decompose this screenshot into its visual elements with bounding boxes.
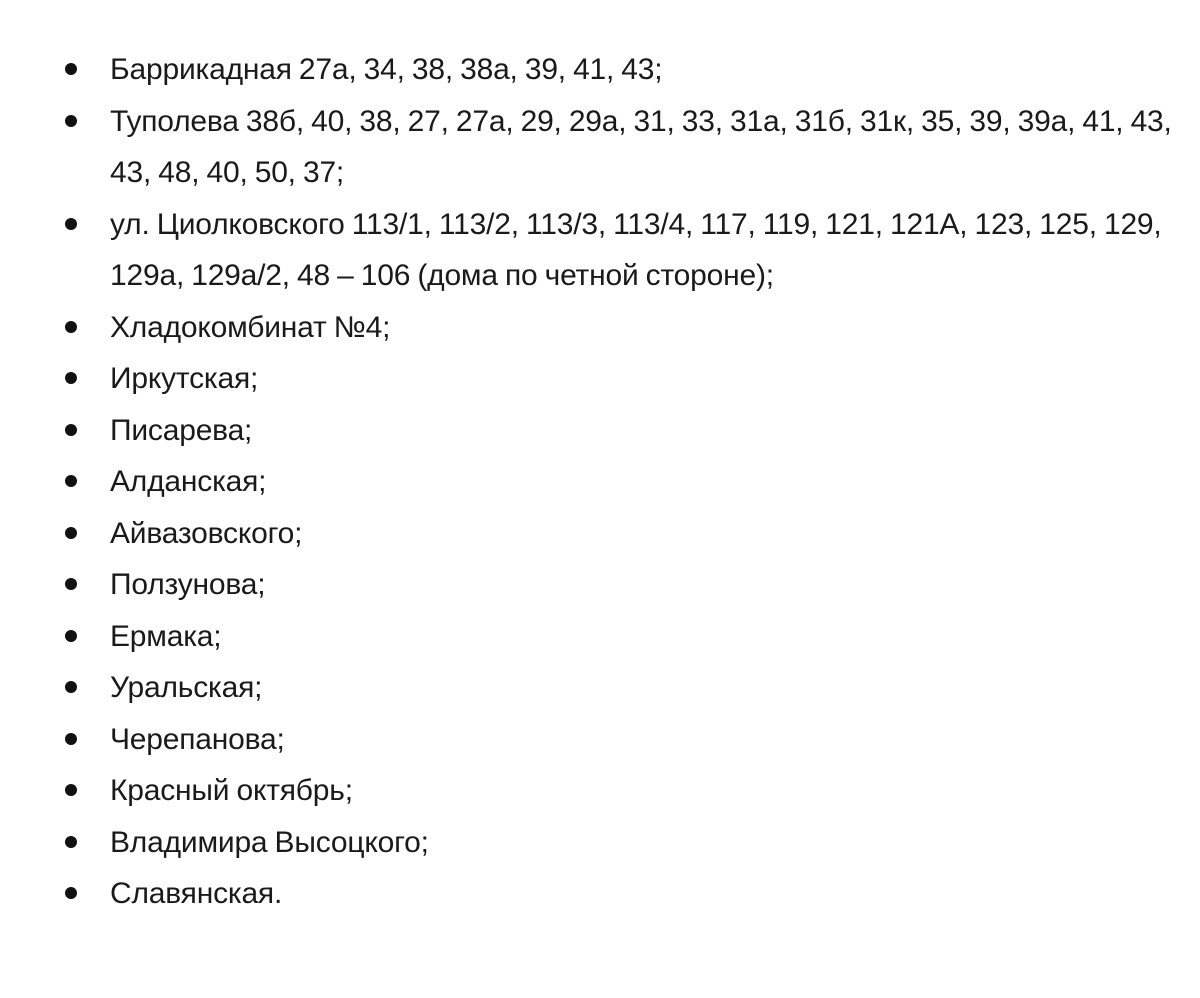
list-item [0,405,1200,457]
bullet-icon [65,887,77,899]
list-item-text: Черепанова; [110,722,285,756]
list-item-text: Уральская; [110,671,263,704]
list-item [0,96,1200,199]
list-item-text: Владимира Высоцкого; [110,825,429,859]
list-item-text: Красный октябрь; [110,774,353,807]
bullet-icon [65,321,77,333]
list-item-text: Ермака; [110,619,222,653]
list-item [0,559,1200,611]
list-item-text: Ползунова; [110,568,266,601]
list-item-text: Алданская; [110,465,267,498]
list-item [0,199,1200,302]
bullet-icon [65,63,77,75]
bullet-icon [65,115,77,127]
bullet-icon [65,836,77,848]
list-item [0,456,1200,508]
list-item [0,662,1200,714]
list-item [0,302,1200,354]
bullet-icon [65,527,77,539]
bullet-icon [65,578,77,590]
street-list [0,44,1200,920]
bullet-icon [65,630,77,642]
list-item [0,817,1200,869]
list-item [0,508,1200,560]
bullet-icon [65,424,77,436]
list-item-text: Баррикадная 27а, 34, 38, 38а, 39, 41, 43; [110,53,663,86]
list-item-text: ул. Циолковского 113/1, 113/2, 113/3, 113/4, 117, 119, 121, 121А, 123, 125, 129, 129а, 129а/2, 48 – 106 (дома по четной стороне); [110,207,1162,292]
bullet-icon [65,475,77,487]
list-item [0,353,1200,405]
list-item-text: Славянская. [110,877,283,910]
list-item [0,868,1200,920]
bullet-icon [65,372,77,384]
list-item-text: Иркутская; [110,362,259,395]
bullet-icon [65,733,77,745]
list-item-text: Айвазовского; [110,516,303,550]
list-item [0,44,1200,96]
list-item-text: Писарева; [110,413,253,447]
list-item [0,714,1200,766]
list-item-text: Хладокомбинат №4; [110,310,391,344]
list-item [0,765,1200,817]
bullet-icon [65,784,77,796]
list-item [0,611,1200,663]
bullet-icon [65,218,77,230]
bullet-icon [65,681,77,693]
list-item-text: Туполева 38б, 40, 38, 27, 27а, 29, 29а, 31, 33, 31а, 31б, 31к, 35, 39, 39а, 41, 43, 43, 48, 40, 50, 37; [110,104,1172,189]
